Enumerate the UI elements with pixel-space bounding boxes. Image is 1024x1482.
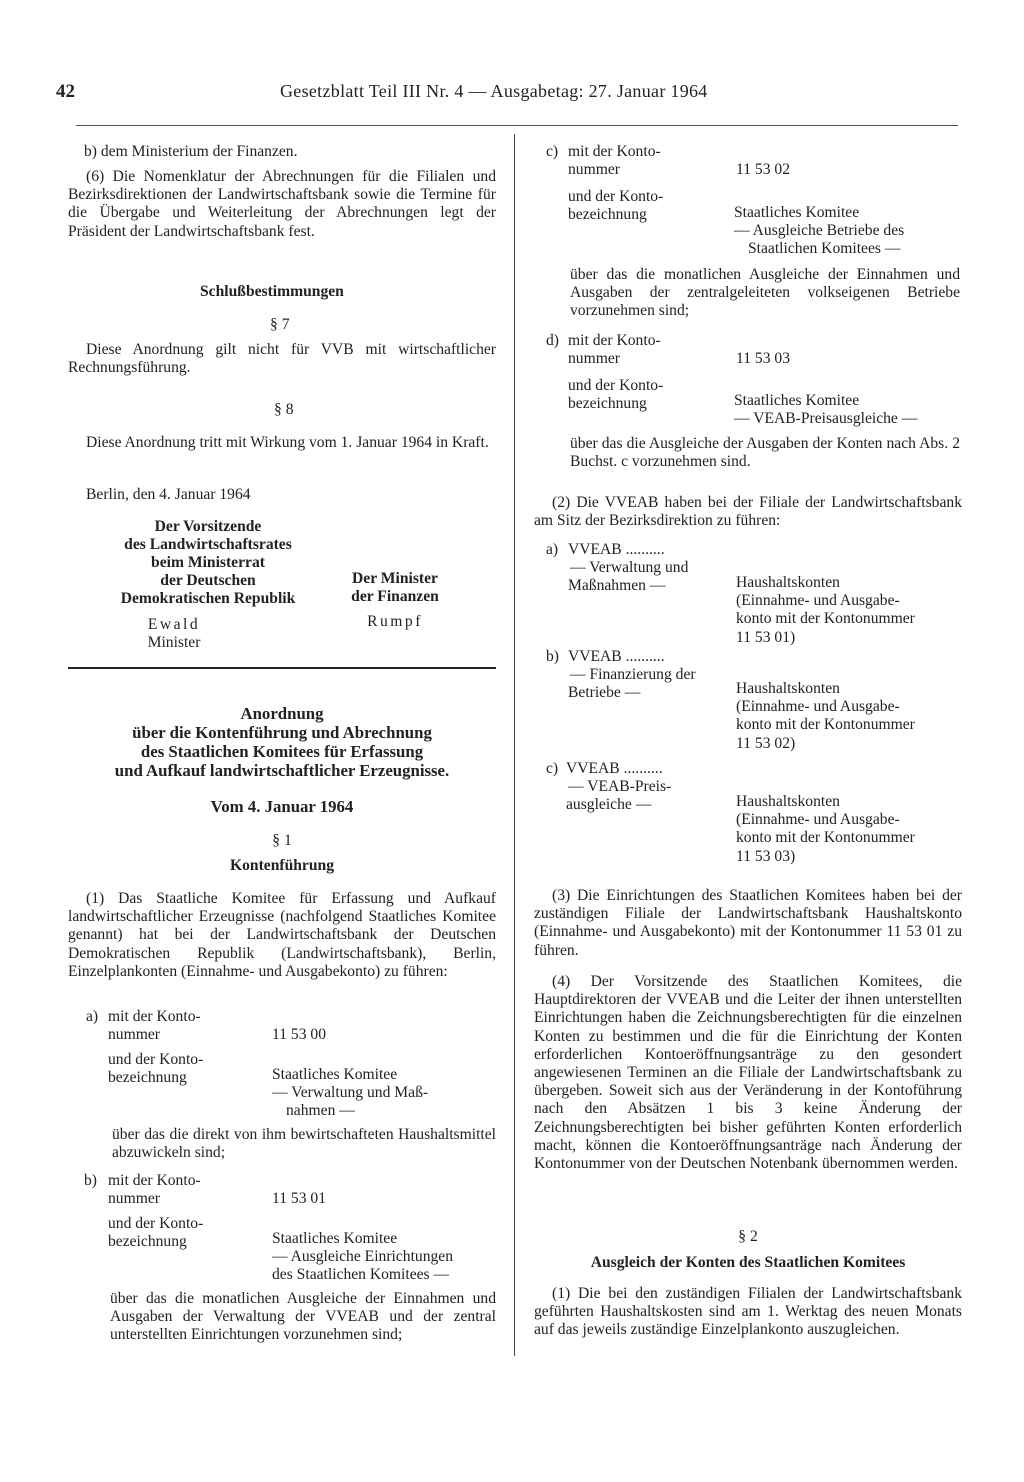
sig1-name: Ewald [147, 616, 201, 633]
paragraph-3: (3) Die Einrichtungen des Staatlichen Komitees haben bei der zuständigen Filiale der Landwirtschaftsbank Haushaltskonto (Einnahme- und Ausgabekonto) mit der Kontonummer 11 53 01 zu führen. [534, 887, 962, 959]
list-line: Haushaltskonten [736, 793, 840, 810]
sig2-line: der Finanzen [351, 588, 439, 605]
anordnung-title [68, 704, 496, 780]
item-a-bez-2: bezeichnung [108, 1069, 187, 1086]
item-b-bez-1: und der Konto- [108, 1215, 204, 1232]
list-line: VVEAB .......... [568, 648, 665, 665]
item-c-label: c) [546, 143, 559, 160]
paragraph-2: (2) Die VVEAB haben bei der Filiale der Landwirtschaftsbank am Sitz der Bezirksdirektion zu führen: [534, 494, 962, 530]
item-a-nummer: nummer [108, 1026, 160, 1043]
sig1-line: Der Vorsitzende [154, 518, 262, 535]
name-line: — Ausgleiche Betriebe des [734, 222, 905, 240]
list-line: 11 53 01) [736, 628, 796, 646]
title-line: Anordnung [240, 704, 324, 723]
section-2-para-1: (1) Die bei den zuständigen Filialen der Landwirtschaftsbank geführten Haushaltskosten sind am 1. Werktag des neuen Monats auf das jeweils zuständige Einzelplankonto auszugleichen. [534, 1285, 962, 1339]
list-a-label: a) [546, 541, 559, 558]
title-line: über die Kontenführung und Abrechnung [132, 723, 432, 742]
item-b-name [272, 1230, 496, 1285]
list-line: konto mit der Kontonummer [736, 610, 915, 628]
item-c-bez-1: und der Konto- [568, 188, 664, 205]
name-line: — Ausgleiche Einrichtungen [272, 1248, 454, 1266]
item-d-nummer: nummer [568, 350, 620, 367]
section-8-marker: § 8 [274, 401, 294, 418]
place-date: Berlin, den 4. Januar 1964 [86, 486, 251, 503]
sig1-line: beim Ministerrat [151, 554, 265, 571]
list-line: ausgleiche — [566, 796, 652, 814]
anordnung-date: Vom 4. Januar 1964 [210, 797, 354, 816]
name-line: Staatliches Komitee [272, 1066, 398, 1083]
list-b-right [736, 680, 962, 753]
list-line: — Finanzierung der [570, 666, 696, 684]
item-c-number: 11 53 02 [736, 161, 790, 178]
item-c-name [734, 204, 960, 259]
section-1-marker: § 1 [272, 832, 292, 849]
list-line: (Einnahme- und Ausgabe- [736, 811, 900, 829]
item-d-bez-2: bezeichnung [568, 395, 647, 412]
item-a-konto: mit der Konto- [108, 1008, 201, 1025]
item-a-text: über das die direkt von ihm bewirtschafteten Haushaltsmittel abzuwickeln sind; [112, 1126, 496, 1162]
list-line: 11 53 02) [736, 734, 796, 752]
title-line: und Aufkauf landwirtschaftlicher Erzeugnisse. [114, 761, 450, 780]
heading-kontenfuehrung: Kontenführung [230, 857, 334, 874]
sig1-line: der Deutschen [160, 572, 256, 589]
page-header [56, 81, 956, 111]
item-b-text: über das die monatlichen Ausgleiche der Einnahmen und Ausgaben der Verwaltung der VVEAB und der zentral unterstellten Einrichtungen vorzunehmen sind; [110, 1290, 496, 1344]
list-line: Haushaltskonten [736, 680, 840, 697]
page-number: 42 [56, 81, 75, 102]
list-line: konto mit der Kontonummer [736, 716, 915, 734]
item-c-text: über das die monatlichen Ausgleiche der Einnahmen und Ausgaben der zentralgeleiteten volkseigenen Betriebe vorzunehmen sind; [570, 266, 960, 320]
name-line: Staatliches Komitee [272, 1230, 398, 1247]
list-c-left [566, 760, 726, 815]
item-a-number: 11 53 00 [272, 1026, 326, 1043]
name-line: Staatlichen Komitees — [748, 240, 901, 258]
section-1-para-1: (1) Das Staatliche Komitee für Erfassung und Aufkauf landwirtschaftlicher Erzeugnisse (nachfolgend Staatliches Komitee genannt) hat bei der Landwirtschaftsbank der Deutschen Demokratischen Republik (Landwirtschaftsbank), Berlin, Einzelplankonten (Einnahme- und Ausgabekonto) zu führen: [68, 890, 496, 980]
item-a-label: a) [86, 1008, 99, 1025]
section-7-text: Diese Anordnung gilt nicht für VVB mit wirtschaftlicher Rechnungsführung. [68, 341, 496, 377]
list-b-label: b) [546, 648, 559, 665]
list-line: (Einnahme- und Ausgabe- [736, 592, 900, 610]
item-a-name [272, 1066, 492, 1121]
list-c-label: c) [546, 760, 559, 777]
list-line: konto mit der Kontonummer [736, 829, 915, 847]
item-d-label: d) [546, 332, 559, 349]
list-line: Maßnahmen — [568, 577, 666, 595]
item-d-text: über das die Ausgleiche der Ausgaben der Konten nach Abs. 2 Buchst. c vorzunehmen sind. [570, 435, 960, 471]
item-c-nummer: nummer [568, 161, 620, 178]
signature-block-2 [320, 570, 470, 606]
signature-block-1 [68, 518, 348, 608]
title-line: des Staatlichen Komitees für Erfassung [140, 742, 424, 761]
name-line: Staatliches Komitee [734, 204, 860, 221]
list-line: Haushaltskonten [736, 574, 840, 591]
list-a-right [736, 574, 962, 647]
item-a-bez-1: und der Konto- [108, 1051, 204, 1068]
sig1-role: Minister [147, 634, 201, 651]
item-d-konto: mit der Konto- [568, 332, 661, 349]
list-line: VVEAB .......... [566, 760, 663, 777]
column-divider [514, 134, 515, 1356]
list-line: — Verwaltung und [570, 559, 689, 577]
item-b-nummer: nummer [108, 1190, 160, 1207]
item-b-number: 11 53 01 [272, 1190, 326, 1207]
paragraph-6: (6) Die Nomenklatur der Abrechnungen für die Filialen und Bezirksdirektionen der Landwirtschaftsbank sowie die Termine für die Übergabe und Weiterleitung der Abrechnungen legt der Präsident der Landwirtschaftsbank fest. [68, 168, 496, 240]
item-b-konto: mit der Konto- [108, 1172, 201, 1189]
sig2-line: Der Minister [352, 570, 438, 587]
section-2-heading: Ausgleich der Konten des Staatlichen Komitees [590, 1254, 906, 1271]
name-line: nahmen — [286, 1102, 355, 1120]
list-c-right [736, 793, 962, 866]
list-a-left [568, 541, 728, 596]
item-b-ministerium: b) dem Ministerium der Finanzen. [84, 143, 298, 160]
list-line: VVEAB .......... [568, 541, 665, 558]
section-7-marker: § 7 [270, 316, 290, 333]
list-b-left [568, 648, 728, 703]
name-line: — Verwaltung und Maß- [272, 1084, 429, 1102]
header-rule [76, 125, 958, 126]
list-line: Betriebe — [568, 684, 641, 702]
sig2-name: Rumpf [367, 613, 423, 630]
name-line: Staatliches Komitee [734, 392, 860, 409]
item-b-bez-2: bezeichnung [108, 1233, 187, 1250]
item-b-label: b) [84, 1172, 97, 1189]
item-d-number: 11 53 03 [736, 350, 790, 367]
section-8-text: Diese Anordnung tritt mit Wirkung vom 1. Januar 1964 in Kraft. [86, 434, 489, 451]
section-2-marker: § 2 [738, 1228, 758, 1245]
item-c-konto: mit der Konto- [568, 143, 661, 160]
running-title: Gesetzblatt Teil III Nr. 4 — Ausgabetag: 27. Januar 1964 [280, 81, 708, 101]
list-line: 11 53 03) [736, 847, 796, 865]
sig1-line: des Landwirtschaftsrates [124, 536, 292, 553]
name-line: — VEAB-Preisausgleiche — [734, 410, 918, 428]
section-separator [68, 667, 496, 669]
paragraph-4: (4) Der Vorsitzende des Staatlichen Komitees, die Hauptdirektoren der VVEAB und die Leiter der ihnen unterstellten Einrichtungen haben die Zeichnungsberechtigten für die einzelnen Konten zu bestimmen und die für die Einrichtung der Konten erforderlichen Kontoeröffnungsanträge zu den gesondert angewiesenen Terminen an die Filiale der Landwirtschaftsbank zu übergeben. Soweit sich aus der Veränderung in der Kontoführung nach den Absätzen 1 bis 3 keine Änderung der Zeichnungsberechtigten bei bisher geführten Konten erforderlich macht, können die Kontoeröffnungsanträge nach Änderung der Kontonummer von der Deutschen Notenbank übernommen werden. [534, 973, 962, 1173]
sig1-line: Demokratischen Republik [120, 590, 296, 607]
item-d-name [734, 392, 960, 428]
list-line: (Einnahme- und Ausgabe- [736, 698, 900, 716]
item-d-bez-1: und der Konto- [568, 377, 664, 394]
list-line: — VEAB-Preis- [568, 778, 672, 796]
heading-schlussbestimmungen: Schlußbestimmungen [200, 283, 344, 300]
item-c-bez-2: bezeichnung [568, 206, 647, 223]
name-line: des Staatlichen Komitees — [272, 1266, 450, 1284]
